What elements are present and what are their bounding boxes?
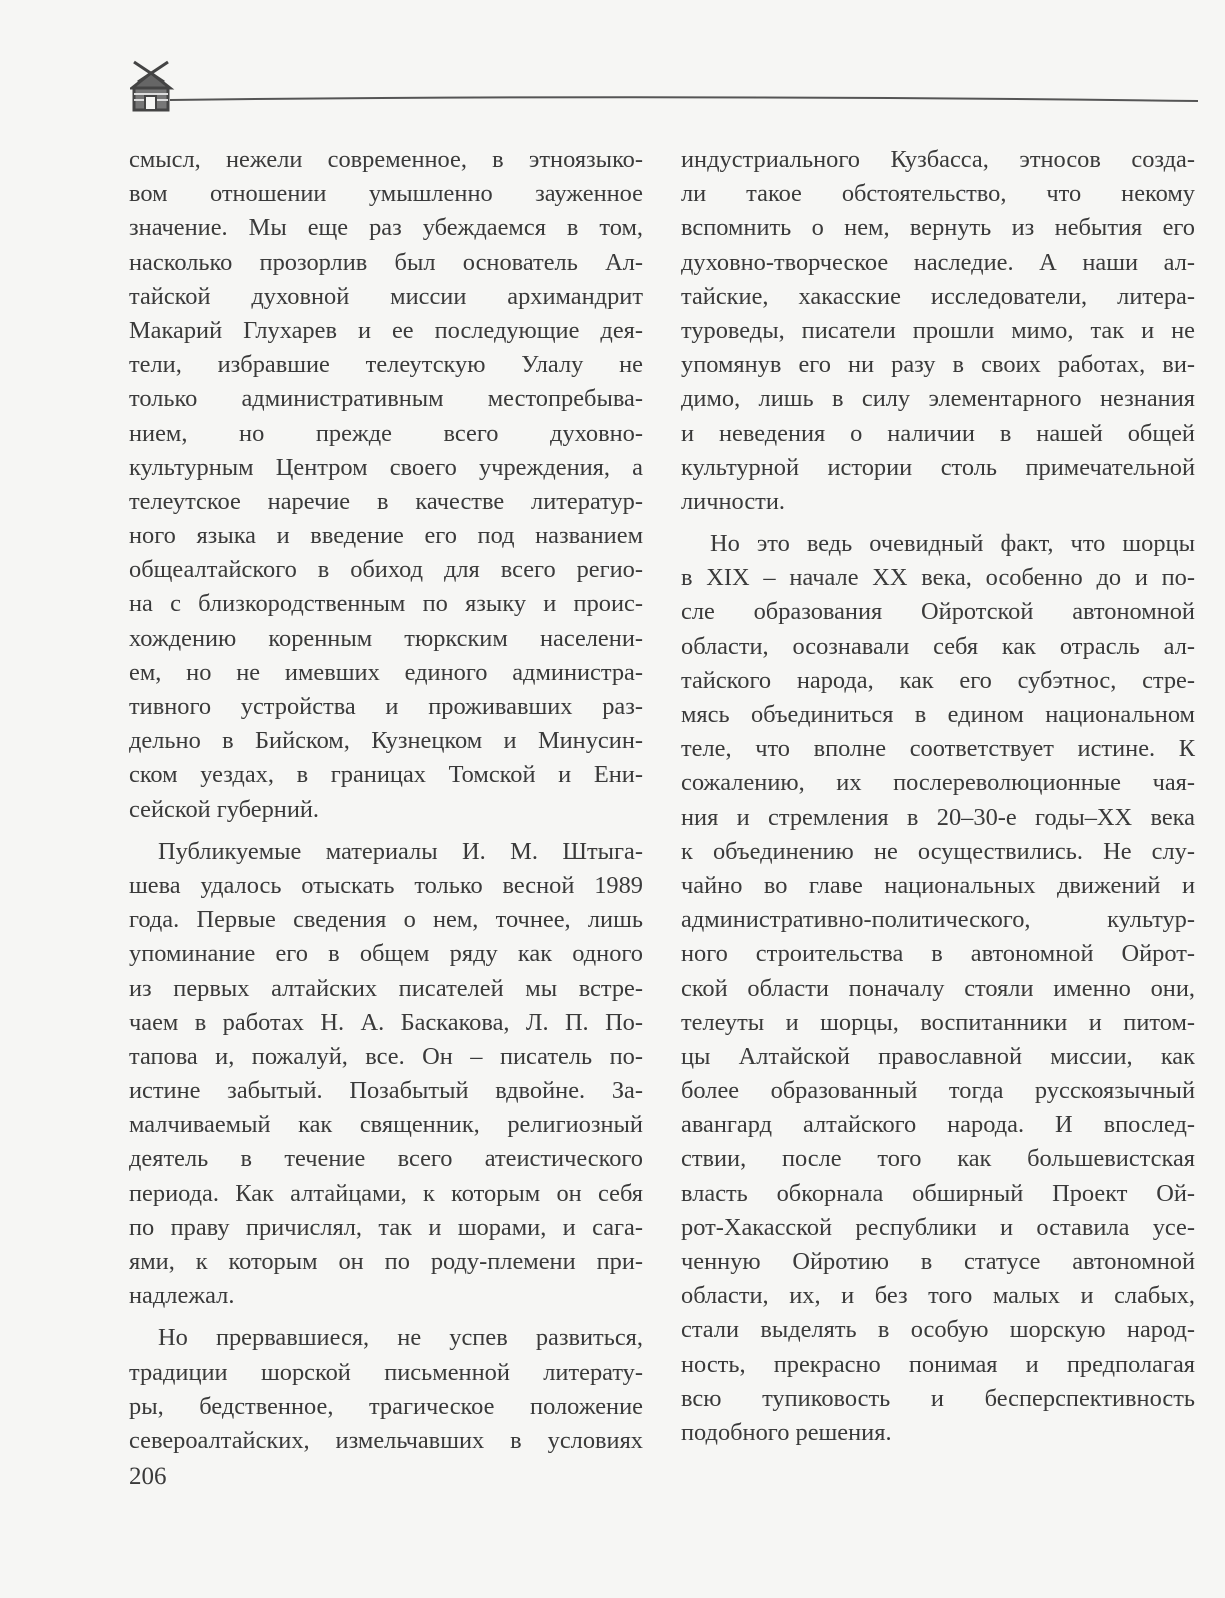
paragraph-gap	[681, 519, 1195, 527]
paragraph	[129, 143, 643, 827]
text-line: только административным местопребыва-	[129, 385, 643, 413]
paragraph	[681, 143, 1195, 519]
text-line: к объединению не осуществились. Не слу-	[681, 837, 1195, 865]
text-line: телеуты и шорцы, воспитанники и питом-	[681, 1008, 1195, 1036]
text-line: тайского народа, как его субэтнос, стре-	[681, 666, 1195, 694]
text-line: упомянув его ни разу в своих работах, ви-	[681, 351, 1195, 379]
text-line: малчиваемый как священник, религиозный	[129, 1111, 643, 1139]
text-line: Публикуемые материалы И. М. Штыга-	[158, 837, 643, 865]
paragraph	[129, 835, 643, 1314]
text-line: общеалтайского в обиход для всего регио-	[129, 556, 643, 584]
text-line: тайские, хакасские исследователи, литера-	[681, 282, 1195, 310]
text-line: ность, прекрасно понимая и предполагая	[681, 1350, 1195, 1378]
text-line: ли такое обстоятельство, что некому	[681, 180, 1195, 208]
text-line: Макарий Глухарев и ее последующие дея-	[129, 316, 643, 344]
text-line: и неведения о наличии в нашей общей	[681, 419, 1195, 447]
text-line: стали выделять в особую шорскую народ-	[681, 1316, 1195, 1344]
right-column	[681, 143, 1195, 1450]
text-line: тайской духовной миссии архимандрит	[129, 282, 643, 310]
text-line: индустриального Кузбасса, этносов созда-	[681, 146, 1195, 173]
text-line: сейской губерний.	[129, 795, 320, 823]
text-line: димо, лишь в силу элементарного незнания	[681, 385, 1195, 413]
text-line: всю тупиковость и бесперспективность	[681, 1384, 1195, 1412]
header-line	[170, 97, 1198, 101]
text-line: чайно во главе национальных движений и	[681, 871, 1195, 899]
text-line: сожалению, их послереволюционные чая-	[681, 769, 1195, 797]
text-line: шева удалось отыскать только весной 1989	[129, 871, 643, 899]
text-line: ного языка и введение его под названием	[129, 522, 643, 550]
yurt-icon	[132, 62, 170, 110]
text-line: ры, бедственное, трагическое положение	[129, 1392, 643, 1420]
text-line: дельно в Бийском, Кузнецком и Минусин-	[129, 727, 643, 755]
text-line: смысл, нежели современное, в этноязыко-	[129, 146, 643, 173]
text-line: нием, но прежде всего духовно-	[129, 419, 643, 447]
text-line: упоминание его в общем ряду как одного	[129, 940, 643, 968]
text-line: ской области поначалу стояли именно они,	[681, 974, 1195, 1002]
paragraph	[681, 527, 1195, 1450]
page-number: 206	[129, 1463, 167, 1490]
text-line: чаем в работах Н. А. Баскакова, Л. П. По-	[129, 1008, 643, 1036]
text-line: надлежал.	[129, 1282, 235, 1310]
text-line: более образованный тогда русскоязычный	[681, 1077, 1195, 1105]
paragraph-gap	[129, 1313, 643, 1321]
text-line: хождению коренным тюркским населени-	[129, 624, 643, 652]
text-line: на с близкородственным по языку и проис-	[129, 590, 643, 618]
text-line: ями, к которым он по роду-племени при-	[129, 1248, 643, 1275]
text-line: административно-политического, культур-	[681, 906, 1195, 934]
text-line: в XIX – начале XX века, особенно до и по-	[681, 564, 1195, 592]
text-line: ствии, после того как большевистская	[681, 1145, 1195, 1173]
text-line: подобного решения.	[681, 1418, 892, 1446]
text-line: истине забытый. Позабытый вдвойне. За-	[129, 1077, 643, 1105]
text-line: культурной истории столь примечательной	[681, 453, 1195, 481]
text-line: периода. Как алтайцами, к которым он себя	[129, 1179, 643, 1207]
text-line: области, их, и без того малых и слабых,	[681, 1282, 1195, 1310]
text-line: по праву причислял, так и шорами, и сага-	[129, 1213, 643, 1241]
text-line: североалтайских, измельчавших в условиях	[129, 1426, 643, 1454]
text-line: Но это ведь очевидный факт, что шорцы	[710, 530, 1195, 558]
text-line: области, осознавали себя как отрасль ал-	[681, 632, 1195, 660]
text-line: ем, но не имевших единого администра-	[129, 658, 643, 686]
text-line: тивного устройства и проживавших раз-	[129, 693, 643, 720]
paragraph	[129, 1321, 643, 1458]
text-line: авангард алтайского народа. И впослед-	[681, 1111, 1195, 1139]
text-line: теле, что вполне соответствует истине. К	[681, 735, 1195, 763]
paragraph-gap	[129, 827, 643, 835]
text-line: вом отношении умышленно зауженное	[129, 180, 643, 208]
text-line: культурным Центром своего учреждения, а	[129, 453, 643, 481]
text-line: власть обкорнала обширный Проект Ой-	[681, 1179, 1195, 1207]
text-line: телеутское наречие в качестве литератур-	[129, 487, 643, 515]
text-line: тапова и, пожалуй, все. Он – писатель по-	[129, 1042, 643, 1070]
text-line: значение. Мы еще раз убеждаемся в том,	[129, 214, 643, 242]
text-line: тели, избравшие телеутскую Улалу не	[129, 351, 643, 379]
text-line: деятель в течение всего атеистического	[129, 1145, 643, 1173]
header-rule	[130, 60, 1200, 120]
left-column	[129, 143, 643, 1458]
text-line: духовно-творческое наследие. А наши ал-	[681, 248, 1195, 276]
text-line: рот-Хакасской республики и оставила усе-	[681, 1213, 1195, 1241]
text-line: ного строительства в автономной Ойрот-	[681, 940, 1195, 968]
text-line: сле образования Ойротской автономной	[681, 598, 1195, 626]
text-line: вспомнить о нем, вернуть из небытия его	[681, 214, 1195, 242]
text-line: ченную Ойротию в статусе автономной	[681, 1248, 1195, 1275]
text-line: года. Первые сведения о нем, точнее, лишь	[129, 906, 643, 934]
text-line: из первых алтайских писателей мы встре-	[129, 974, 643, 1002]
text-line: личности.	[681, 487, 785, 515]
text-line: традиции шорской письменной литерату-	[129, 1358, 643, 1386]
text-line: насколько прозорлив был основатель Ал-	[129, 248, 643, 276]
text-line: мясь объединиться в едином национальном	[681, 701, 1195, 728]
text-line: ния и стремления в 20–30-е годы–XX века	[681, 803, 1195, 831]
text-line: ском уездах, в границах Томской и Ени-	[129, 761, 643, 789]
text-line: туроведы, писатели прошли мимо, так и не	[681, 316, 1195, 344]
text-line: Но прервавшиеся, не успев развиться,	[158, 1324, 643, 1352]
text-line: цы Алтайской православной миссии, как	[681, 1042, 1195, 1070]
